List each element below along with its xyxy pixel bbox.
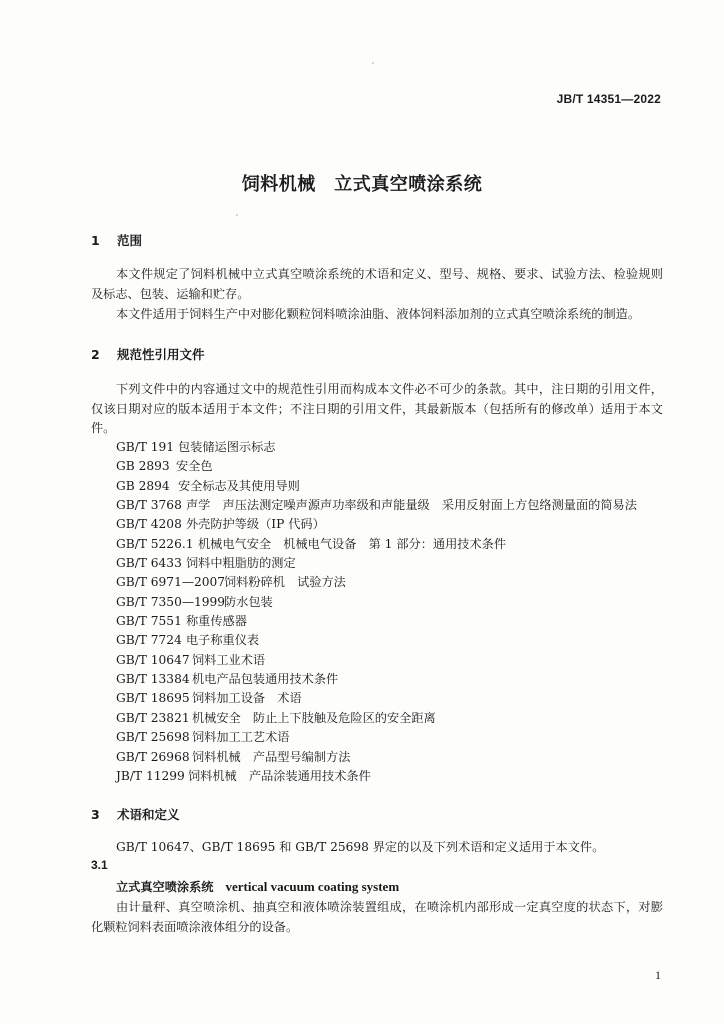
reference-code: GB/T 10647 bbox=[116, 652, 190, 667]
reference-code: GB/T 6433 bbox=[116, 556, 182, 571]
reference-code: GB/T 6971—2007 bbox=[116, 575, 226, 590]
reference-code: GB/T 13384 bbox=[116, 672, 190, 687]
section-number: 1 bbox=[91, 233, 100, 248]
reference-item bbox=[116, 496, 637, 515]
scan-speck bbox=[236, 214, 238, 216]
section-title: 术语和定义 bbox=[117, 807, 180, 822]
reference-item bbox=[116, 573, 637, 592]
scope-paragraph-1: 本文件规定了饲料机械中立式真空喷涂系统的术语和定义、型号、规格、要求、试验方法、检验规则及标志、包装、运输和贮存。 bbox=[91, 267, 663, 301]
scan-speck bbox=[372, 62, 374, 64]
reference-name: 饲料中粗脂肪的测定 bbox=[186, 556, 296, 571]
term-definition: 由计量秤、真空喷涂机、抽真空和液体喷涂装置组成，在喷涂机内部形成一定真空度的状态下，对膨化颗粒饲料表面喷涂液体组分的设备。 bbox=[91, 900, 663, 934]
reference-name: 饲料加工工艺术语 bbox=[192, 730, 290, 745]
reference-code: GB/T 3768 bbox=[116, 498, 182, 513]
reference-code: GB/T 7724 bbox=[116, 633, 182, 648]
reference-name: 机械安全 防止上下肢触及危险区的安全距离 bbox=[192, 710, 436, 725]
term-name-en: vertical vacuum coating system bbox=[225, 879, 400, 894]
reference-name: 防水包装 bbox=[224, 594, 273, 609]
reference-name: 包装储运图示标志 bbox=[178, 440, 276, 454]
reference-item bbox=[116, 728, 637, 747]
reference-code: GB/T 191 bbox=[116, 440, 175, 454]
term-name-zh: 立式真空喷涂系统 bbox=[116, 880, 214, 894]
reference-code: GB/T 5226.1 bbox=[116, 536, 194, 551]
references-intro-paragraph: 下列文件中的内容通过文中的规范性引用而构成本文件必不可少的条款。其中，注日期的引用文件，仅该日期对应的版本适用于本文件；不注日期的引用文件，其最新版本（包括所有的修改单）适用于本文件。 bbox=[91, 382, 663, 436]
section-number: 3 bbox=[91, 807, 100, 822]
section-title: 范围 bbox=[117, 233, 143, 248]
reference-name: 饲料工业术语 bbox=[192, 652, 266, 667]
reference-code: GB/T 23821 bbox=[116, 710, 190, 725]
reference-code: GB/T 18695 bbox=[116, 691, 190, 706]
reference-name: 称重传感器 bbox=[186, 614, 247, 629]
reference-item bbox=[116, 457, 637, 476]
reference-name: 声学 声压法测定噪声源声功率级和声能量级 采用反射面上方包络测量面的简易法 bbox=[186, 498, 637, 513]
reference-item bbox=[116, 477, 637, 496]
reference-item bbox=[116, 612, 637, 631]
reference-name: 饲料机械 产品涂装通用技术条件 bbox=[188, 768, 371, 783]
reference-code: GB/T 26968 bbox=[116, 749, 190, 764]
reference-code: JB/T 11299 bbox=[116, 768, 185, 783]
section-heading-scope bbox=[91, 231, 142, 249]
scope-paragraph-2: 本文件适用于饲料生产中对膨化颗粒饲料喷涂油脂、液体饲料添加剂的立式真空喷涂系统的制造。 bbox=[116, 307, 641, 321]
standard-code: JB/T 14351—2022 bbox=[556, 92, 661, 106]
reference-name: 机电产品包装通用技术条件 bbox=[192, 672, 339, 687]
reference-item bbox=[116, 748, 637, 767]
reference-code: GB/T 4208 bbox=[116, 517, 182, 532]
reference-list bbox=[116, 438, 637, 786]
terms-intro-paragraph: GB/T 10647、GB/T 18695 和 GB/T 25698 界定的以及下列术语和定义适用于本文件。 bbox=[116, 840, 605, 854]
reference-code: GB 2893 bbox=[116, 459, 170, 474]
reference-code: GB/T 7350—1999 bbox=[116, 594, 226, 609]
reference-item bbox=[116, 438, 637, 457]
reference-item bbox=[116, 670, 637, 689]
reference-item bbox=[116, 535, 637, 554]
reference-code: GB/T 25698 bbox=[116, 730, 190, 745]
reference-name: 安全色 bbox=[176, 459, 213, 474]
reference-name: 机械电气安全 机械电气设备 第 1 部分：通用技术条件 bbox=[198, 536, 507, 551]
reference-name: 电子称重仪表 bbox=[186, 633, 260, 648]
reference-item bbox=[116, 651, 637, 670]
reference-name: 安全标志及其使用导则 bbox=[178, 478, 300, 493]
section-heading-normative-references bbox=[91, 345, 205, 363]
term-number: 3.1 bbox=[91, 858, 108, 872]
reference-code: GB/T 7551 bbox=[116, 614, 182, 629]
section-title: 规范性引用文件 bbox=[117, 347, 205, 362]
reference-item bbox=[116, 767, 637, 786]
reference-name: 饲料加工设备 术语 bbox=[192, 691, 302, 706]
reference-item bbox=[116, 593, 637, 612]
reference-item bbox=[116, 689, 637, 708]
term-entry bbox=[116, 878, 399, 895]
page-number: 1 bbox=[655, 968, 661, 982]
reference-code: GB 2894 bbox=[116, 478, 170, 493]
reference-item bbox=[116, 554, 637, 573]
reference-name: 外壳防护等级（IP 代码） bbox=[186, 517, 325, 532]
reference-item bbox=[116, 709, 637, 728]
reference-name: 饲料机械 产品型号编制方法 bbox=[192, 749, 351, 764]
reference-item bbox=[116, 631, 637, 650]
reference-name: 饲料粉碎机 试验方法 bbox=[224, 575, 346, 590]
document-title: 饲料机械 立式真空喷涂系统 bbox=[241, 174, 483, 195]
section-heading-terms-definitions bbox=[91, 805, 180, 823]
reference-item bbox=[116, 515, 637, 534]
section-number: 2 bbox=[91, 347, 100, 362]
